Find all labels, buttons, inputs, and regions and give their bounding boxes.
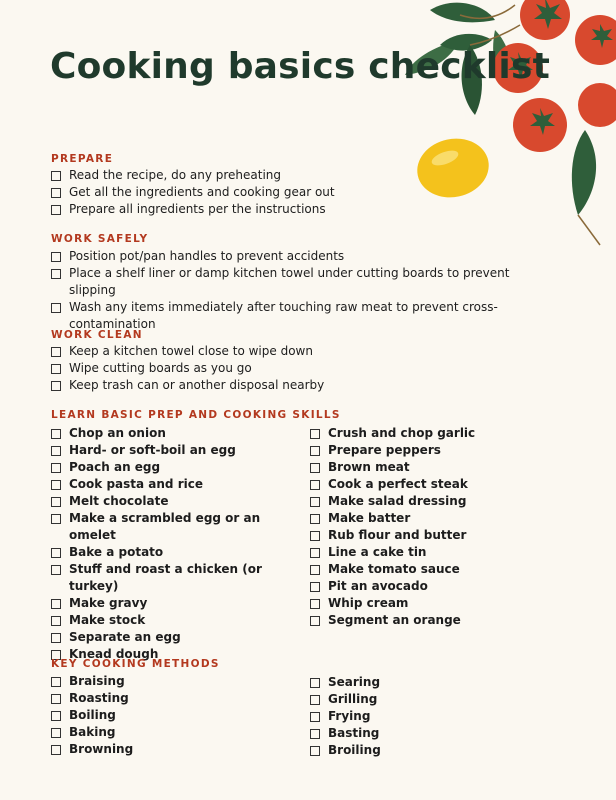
list-item: Make stock	[51, 612, 291, 629]
list-item: Roasting	[51, 690, 291, 707]
checkbox[interactable]	[51, 616, 61, 626]
checkbox[interactable]	[310, 548, 320, 558]
checkbox[interactable]	[51, 205, 61, 215]
checkbox[interactable]	[51, 381, 61, 391]
list-item: Segment an orange	[310, 612, 550, 629]
checkbox[interactable]	[310, 695, 320, 705]
list-item: Wash any items immediately after touching raw meat to prevent cross-contamination	[51, 299, 541, 333]
checkbox[interactable]	[51, 171, 61, 181]
section-heading-methods: KEY COOKING METHODS	[51, 658, 220, 670]
list-item: Knead dough	[51, 646, 291, 663]
section-heading-prepare: PREPARE	[51, 153, 114, 165]
list-item: Basting	[310, 725, 550, 742]
checkbox[interactable]	[310, 429, 320, 439]
list-item: Braising	[51, 673, 291, 690]
list-item: Brown meat	[310, 459, 550, 476]
section-heading-work-clean: WORK CLEAN	[51, 329, 143, 341]
list-item: Grilling	[310, 691, 550, 708]
list-item: Stuff and roast a chicken (or turkey)	[51, 561, 291, 595]
list-item: Place a shelf liner or damp kitchen towel under cutting boards to prevent slipping	[51, 265, 541, 299]
list-item: Chop an onion	[51, 425, 291, 442]
skills-list-left	[51, 425, 291, 663]
checkbox[interactable]	[51, 463, 61, 473]
checkbox[interactable]	[310, 514, 320, 524]
checkbox[interactable]	[310, 712, 320, 722]
checkbox[interactable]	[310, 678, 320, 688]
checkbox[interactable]	[51, 364, 61, 374]
tomato-leaf-lemon-illustration	[400, 0, 616, 250]
list-item: Line a cake tin	[310, 544, 550, 561]
checkbox[interactable]	[310, 565, 320, 575]
checkbox[interactable]	[51, 711, 61, 721]
checkbox[interactable]	[51, 548, 61, 558]
list-item: Keep trash can or another disposal nearby	[51, 377, 324, 394]
list-item: Position pot/pan handles to prevent accidents	[51, 248, 541, 265]
checkbox[interactable]	[51, 694, 61, 704]
prepare-list	[51, 167, 335, 218]
work-clean-list	[51, 343, 324, 394]
lemon-icon	[412, 132, 494, 204]
checkbox[interactable]	[51, 303, 61, 313]
checkbox[interactable]	[51, 565, 61, 575]
checkbox[interactable]	[51, 429, 61, 439]
checkbox[interactable]	[51, 252, 61, 262]
checkbox[interactable]	[51, 347, 61, 357]
list-item: Rub flour and butter	[310, 527, 550, 544]
checkbox[interactable]	[310, 616, 320, 626]
list-item: Frying	[310, 708, 550, 725]
checkbox[interactable]	[51, 514, 61, 524]
work-safely-list	[51, 248, 541, 333]
list-item: Make a scrambled egg or an omelet	[51, 510, 291, 544]
checkbox[interactable]	[51, 599, 61, 609]
checkbox[interactable]	[51, 446, 61, 456]
checkbox[interactable]	[51, 269, 61, 279]
list-item: Boiling	[51, 707, 291, 724]
checkbox[interactable]	[51, 480, 61, 490]
list-item: Prepare peppers	[310, 442, 550, 459]
list-item: Pit an avocado	[310, 578, 550, 595]
list-item: Make gravy	[51, 595, 291, 612]
list-item: Prepare all ingredients per the instructions	[51, 201, 335, 218]
checkbox[interactable]	[310, 582, 320, 592]
list-item: Separate an egg	[51, 629, 291, 646]
list-item: Make salad dressing	[310, 493, 550, 510]
checkbox[interactable]	[310, 480, 320, 490]
checkbox[interactable]	[310, 497, 320, 507]
checkbox[interactable]	[51, 497, 61, 507]
list-item: Bake a potato	[51, 544, 291, 561]
list-item: Poach an egg	[51, 459, 291, 476]
checkbox[interactable]	[310, 446, 320, 456]
checkbox[interactable]	[51, 677, 61, 687]
methods-list-left	[51, 673, 291, 758]
checkbox[interactable]	[51, 728, 61, 738]
checkbox[interactable]	[51, 188, 61, 198]
checkbox[interactable]	[51, 633, 61, 643]
checkbox[interactable]	[310, 746, 320, 756]
list-item: Make tomato sauce	[310, 561, 550, 578]
page-title: Cooking basics checklist	[50, 46, 551, 87]
list-item: Melt chocolate	[51, 493, 291, 510]
methods-list-right	[310, 674, 550, 759]
list-item: Browning	[51, 741, 291, 758]
checkbox[interactable]	[310, 531, 320, 541]
list-item: Searing	[310, 674, 550, 691]
section-heading-work-safely: WORK SAFELY	[51, 233, 149, 245]
list-item: Crush and chop garlic	[310, 425, 550, 442]
list-item: Make batter	[310, 510, 550, 527]
skills-list-right	[310, 425, 550, 629]
list-item: Cook a perfect steak	[310, 476, 550, 493]
checkbox[interactable]	[310, 599, 320, 609]
list-item: Wipe cutting boards as you go	[51, 360, 324, 377]
list-item: Get all the ingredients and cooking gear out	[51, 184, 335, 201]
leaf-icon	[405, 3, 600, 245]
list-item: Whip cream	[310, 595, 550, 612]
checkbox[interactable]	[310, 729, 320, 739]
section-heading-skills: LEARN BASIC PREP AND COOKING SKILLS	[51, 409, 341, 421]
list-item: Baking	[51, 724, 291, 741]
checkbox[interactable]	[51, 745, 61, 755]
checkbox[interactable]	[310, 463, 320, 473]
list-item: Hard- or soft-boil an egg	[51, 442, 291, 459]
list-item: Cook pasta and rice	[51, 476, 291, 493]
list-item: Keep a kitchen towel close to wipe down	[51, 343, 324, 360]
list-item: Broiling	[310, 742, 550, 759]
list-item: Read the recipe, do any preheating	[51, 167, 335, 184]
